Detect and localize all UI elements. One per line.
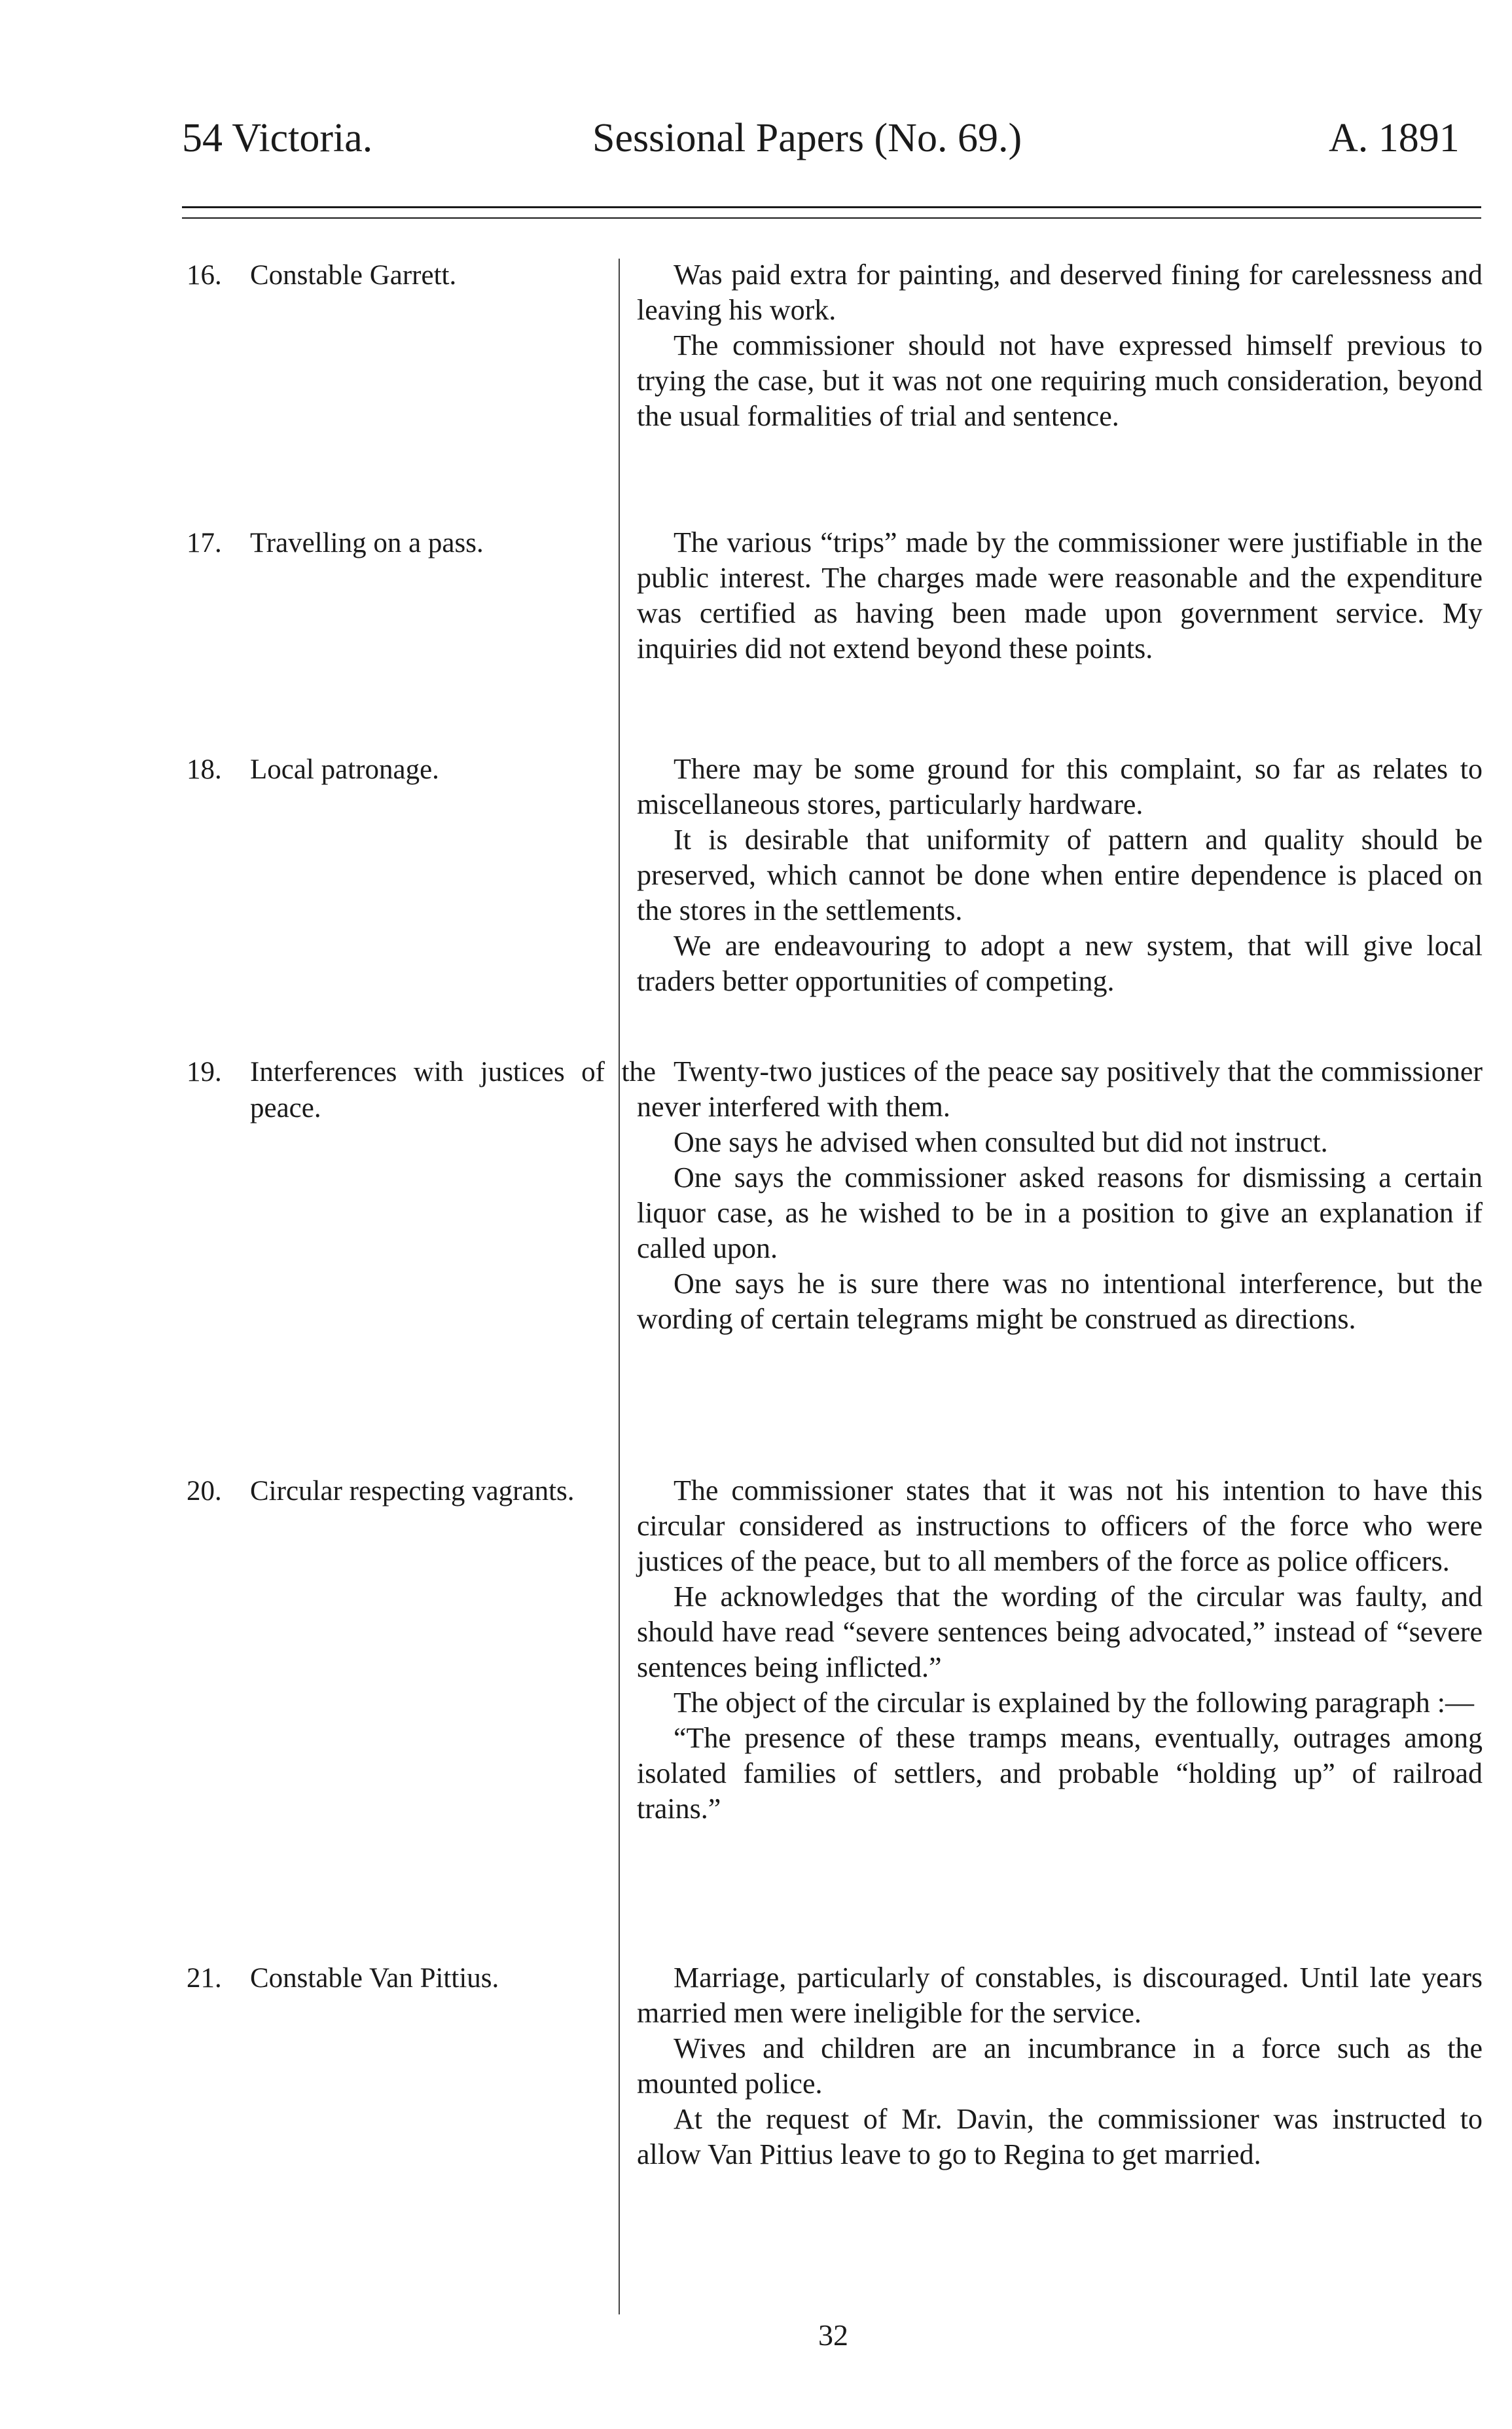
header-rule-thick (182, 206, 1481, 208)
item-text (637, 257, 1483, 434)
paragraph: Twenty-two justices of the peace say positively that the commissioner never interfered with them. (637, 1055, 1483, 1123)
paragraph: It is desirable that uniformity of pattern and quality should be preserved, which cannot be done when entire dependence is placed on the stores in the settlements. (637, 824, 1483, 926)
item-label (187, 1960, 656, 1996)
item-text (637, 525, 1483, 667)
paragraph: At the request of Mr. Davin, the commissioner was instructed to allow Van Pittius leave to go to Regina to get married. (637, 2103, 1483, 2170)
item-title: Local patronage. (250, 754, 439, 785)
item-label (187, 752, 656, 788)
quoted-paragraph: “The presence of these tramps means, eventually, outrages among isolated families of settlers, and probable “holding up” of railroad trains.” (637, 1722, 1483, 1825)
item-number: 21. (187, 1963, 222, 1994)
item-label (187, 1473, 656, 1509)
paragraph: Was paid extra for painting, and deserved fining for carelessness and leaving his work. (637, 259, 1483, 326)
item-label (187, 1054, 656, 1126)
item-text (637, 752, 1483, 999)
item-title: Travelling on a pass. (250, 528, 484, 558)
item-number: 16. (187, 260, 222, 291)
column-divider (619, 259, 620, 2314)
paragraph: He acknowledges that the wording of the circular was faulty, and should have read “severe sentences being advocated,” instead of “severe sentences being inflicted.” (637, 1580, 1483, 1683)
item-text (637, 1473, 1483, 1827)
paragraph: Marriage, particularly of constables, is discouraged. Until late years married men were ineligible for the service. (637, 1962, 1483, 2029)
item-text (637, 1960, 1483, 2172)
paragraph: One says he advised when consulted but did not instruct. (674, 1126, 1328, 1158)
header-session: 54 Victoria. (182, 116, 373, 160)
header-year: A. 1891 (1329, 116, 1460, 160)
item-number: 20. (187, 1476, 222, 1507)
paragraph: One says he is sure there was no intentional interference, but the wording of certain telegrams might be construed as directions. (637, 1268, 1483, 1335)
header-rule-thin (182, 217, 1481, 219)
paragraph: Wives and children are an incumbrance in a force such as the mounted police. (637, 2032, 1483, 2100)
header-title: Sessional Papers (No. 69.) (592, 116, 1022, 160)
item-title: Constable Van Pittius. (250, 1963, 499, 1994)
page-number: 32 (818, 2318, 848, 2352)
paragraph: The object of the circular is explained by the following paragraph :— (674, 1687, 1475, 1719)
item-title: Interferences with justices of the peace. (250, 1057, 656, 1123)
item-number: 19. (187, 1057, 222, 1087)
paragraph: There may be some ground for this complaint, so far as relates to miscellaneous stores, particularly hardware. (637, 753, 1483, 820)
item-label (187, 525, 656, 561)
paragraph: The commissioner should not have expressed himself previous to trying the case, but it was not one requiring much consideration, beyond the usual formalities of trial and sentence. (637, 329, 1483, 432)
item-title: Circular respecting vagrants. (250, 1476, 575, 1507)
item-text (637, 1054, 1483, 1337)
item-label (187, 257, 656, 293)
paragraph: We are endeavouring to adopt a new system, that will give local traders better opportunities of competing. (637, 930, 1483, 997)
paragraph: The commissioner states that it was not his intention to have this circular considered as instructions to officers of the force who were justices of the peace, but to all members of the force as police officers. (637, 1474, 1483, 1577)
item-title: Constable Garrett. (250, 260, 457, 291)
paragraph: The various “trips” made by the commissioner were justifiable in the public interest. The charges made were reasonable and the expenditure was certified as having been made upon government service. My inquiries did not extend beyond these points. (637, 526, 1483, 665)
paragraph: One says the commissioner asked reasons for dismissing a certain liquor case, as he wished to be in a position to give an explanation if called upon. (637, 1161, 1483, 1264)
item-number: 17. (187, 528, 222, 558)
item-number: 18. (187, 754, 222, 785)
